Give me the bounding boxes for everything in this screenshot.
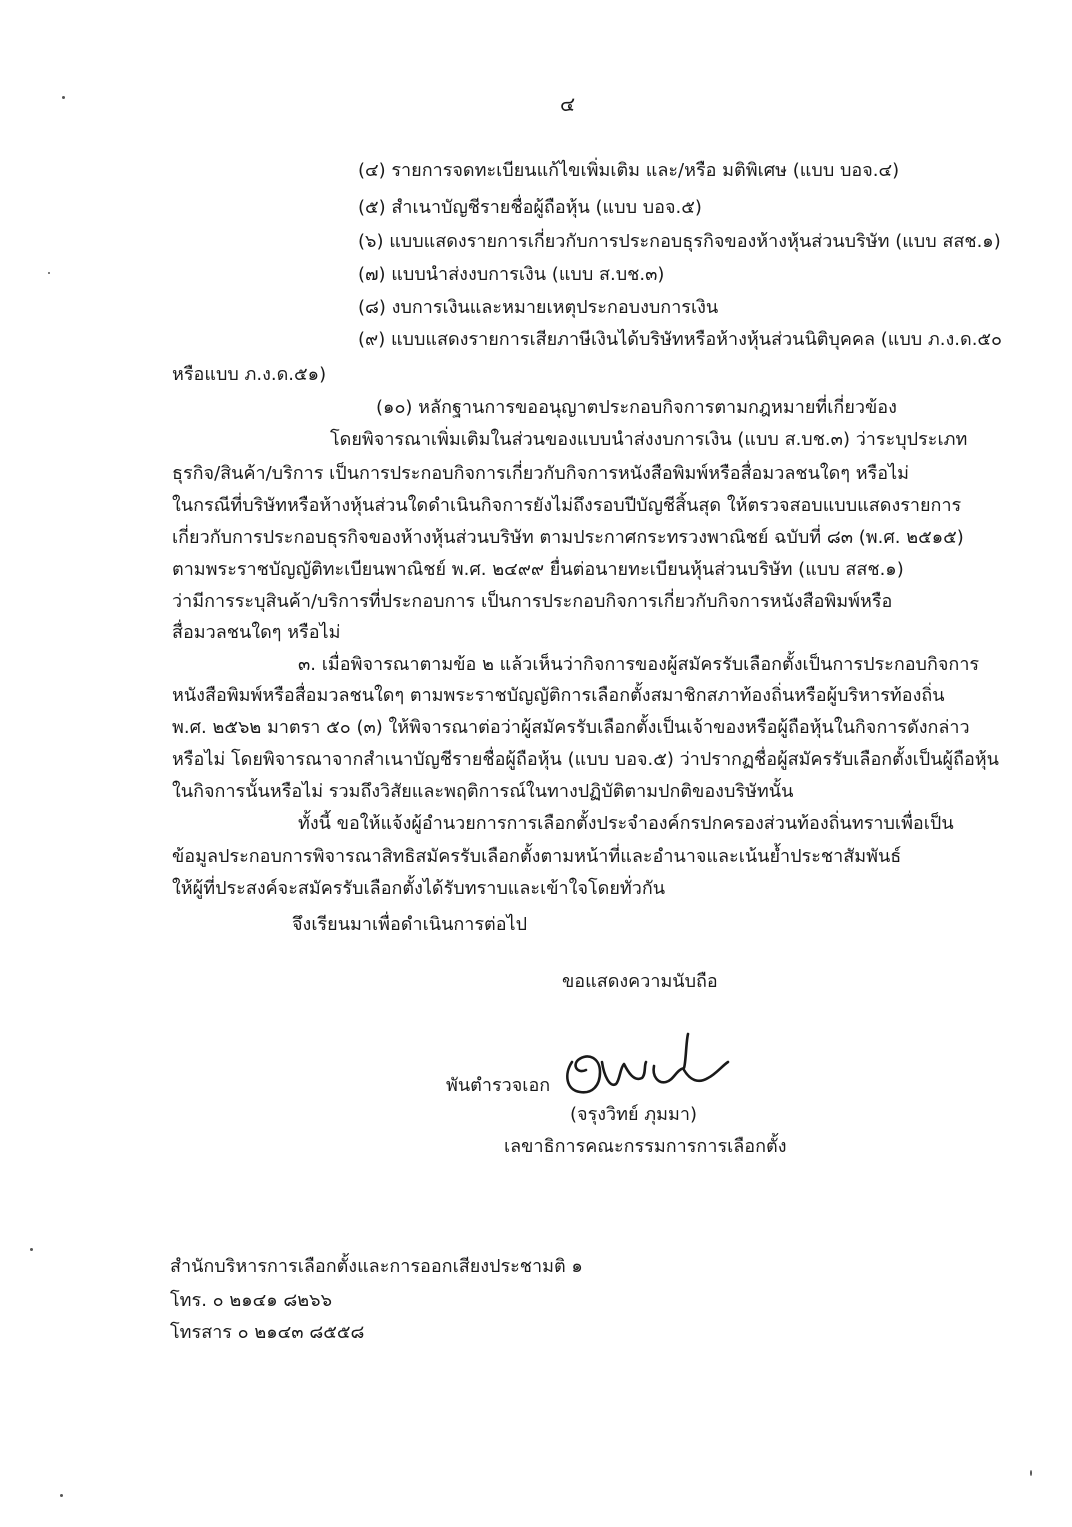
- list-item: (๕) สำเนาบัญชีรายชื่อผู้ถือหุ้น (แบบ บอจ.๕): [358, 197, 702, 218]
- scan-speck: [1030, 1470, 1032, 1476]
- footer-office: สำนักบริหารการเลือกตั้งและการออกเสียงประชามติ ๑: [170, 1256, 583, 1277]
- regards-text: ขอแสดงความนับถือ: [562, 971, 718, 992]
- list-item: (๗) แบบนำส่งงบการเงิน (แบบ ส.บช.๓): [358, 264, 665, 285]
- scan-speck: [48, 272, 50, 274]
- list-item: (๙) แบบแสดงรายการเสียภาษีเงินได้บริษัทหรือห้างหุ้นส่วนนิติบุคคล (แบบ ภ.ง.ด.๕๐: [358, 329, 1003, 350]
- paragraph-line: หนังสือพิมพ์หรือสื่อมวลชนใดๆ ตามพระราชบัญญัติการเลือกตั้งสมาชิกสภาท้องถิ่นหรือผู้บริหารท้องถิ่น: [172, 685, 945, 706]
- list-item: (๑๐) หลักฐานการขออนุญาตประกอบกิจการตามกฎหมายที่เกี่ยวข้อง: [376, 397, 897, 418]
- paragraph-line: สื่อมวลชนใดๆ หรือไม่: [172, 622, 341, 643]
- list-item: (๔) รายการจดทะเบียนแก้ไขเพิ่มเติม และ/หรือ มติพิเศษ (แบบ บอจ.๔): [358, 160, 900, 181]
- paragraph-line: ตามพระราชบัญญัติทะเบียนพาณิชย์ พ.ศ. ๒๔๙๙ ยื่นต่อนายทะเบียนหุ้นส่วนบริษัท (แบบ สสช.๑): [172, 559, 904, 580]
- scan-speck: [62, 96, 65, 99]
- paragraph-line: ในกิจการนั้นหรือไม่ รวมถึงวิสัยและพฤติการณ์ในทางปฏิบัติตามปกติของบริษัทนั้น: [172, 781, 794, 802]
- paragraph-line: ว่ามีการระบุสินค้า/บริการที่ประกอบการ เป็นการประกอบกิจการเกี่ยวกับกิจการหนังสือพิมพ์หรือ: [172, 591, 893, 612]
- paragraph-line: ธุรกิจ/สินค้า/บริการ เป็นการประกอบกิจการเกี่ยวกับกิจการหนังสือพิมพ์หรือสื่อมวลชนใดๆ หรือไม่: [172, 463, 910, 484]
- footer-phone: โทร. ๐ ๒๑๔๑ ๘๒๖๖: [170, 1290, 333, 1311]
- signer-rank: พันตำรวจเอก: [446, 1075, 551, 1096]
- scan-speck: [30, 1248, 33, 1251]
- signer-title: เลขาธิการคณะกรรมการการเลือกตั้ง: [504, 1136, 787, 1157]
- paragraph-line: ข้อมูลประกอบการพิจารณาสิทธิสมัครรับเลือกตั้งตามหน้าที่และอำนาจและเน้นย้ำประชาสัมพันธ์: [172, 846, 902, 867]
- page-number: ๔: [560, 92, 576, 116]
- closing-text: จึงเรียนมาเพื่อดำเนินการต่อไป: [292, 914, 528, 935]
- paragraph-line: ๓. เมื่อพิจารณาตามข้อ ๒ แล้วเห็นว่ากิจการของผู้สมัครรับเลือกตั้งเป็นการประกอบกิจการ: [298, 654, 980, 675]
- paragraph-line: โดยพิจารณาเพิ่มเติมในส่วนของแบบนำส่งงบการเงิน (แบบ ส.บช.๓) ว่าระบุประเภท: [330, 429, 968, 450]
- signer-name: (จรุงวิทย์ ภุมมา): [570, 1104, 697, 1125]
- list-item-continuation: หรือแบบ ภ.ง.ด.๕๑): [172, 364, 327, 385]
- paragraph-line: หรือไม่ โดยพิจารณาจากสำเนาบัญชีรายชื่อผู้ถือหุ้น (แบบ บอจ.๕) ว่าปรากฏชื่อผู้สมัครรับเลือกตั้งเป็นผู้ถือหุ้น: [172, 749, 999, 770]
- paragraph-line: ในกรณีที่บริษัทหรือห้างหุ้นส่วนใดดำเนินกิจการยังไม่ถึงรอบปีบัญชีสิ้นสุด ให้ตรวจสอบแบบแสดงรายการ: [172, 495, 962, 516]
- footer-fax: โทรสาร ๐ ๒๑๔๓ ๘๕๕๘: [170, 1322, 365, 1343]
- signature-image: [558, 1022, 758, 1106]
- paragraph-line: เกี่ยวกับการประกอบธุรกิจของห้างหุ้นส่วนบริษัท ตามประกาศกระทรวงพาณิชย์ ฉบับที่ ๘๓ (พ.ศ. ๒๕๑๕): [172, 527, 964, 548]
- paragraph-line: พ.ศ. ๒๕๖๒ มาตรา ๕๐ (๓) ให้พิจารณาต่อว่าผู้สมัครรับเลือกตั้งเป็นเจ้าของหรือผู้ถือหุ้นในกิจการดังกล่าว: [172, 717, 970, 738]
- list-item: (๘) งบการเงินและหมายเหตุประกอบงบการเงิน: [358, 297, 719, 318]
- paragraph-line: ทั้งนี้ ขอให้แจ้งผู้อำนวยการการเลือกตั้งประจำองค์กรปกครองส่วนท้องถิ่นทราบเพื่อเป็น: [298, 813, 954, 834]
- paragraph-line: ให้ผู้ที่ประสงค์จะสมัครรับเลือกตั้งได้รับทราบและเข้าใจโดยทั่วกัน: [172, 878, 666, 899]
- list-item: (๖) แบบแสดงรายการเกี่ยวกับการประกอบธุรกิจของห้างหุ้นส่วนบริษัท (แบบ สสช.๑): [358, 231, 1001, 252]
- scan-speck: [60, 1494, 63, 1497]
